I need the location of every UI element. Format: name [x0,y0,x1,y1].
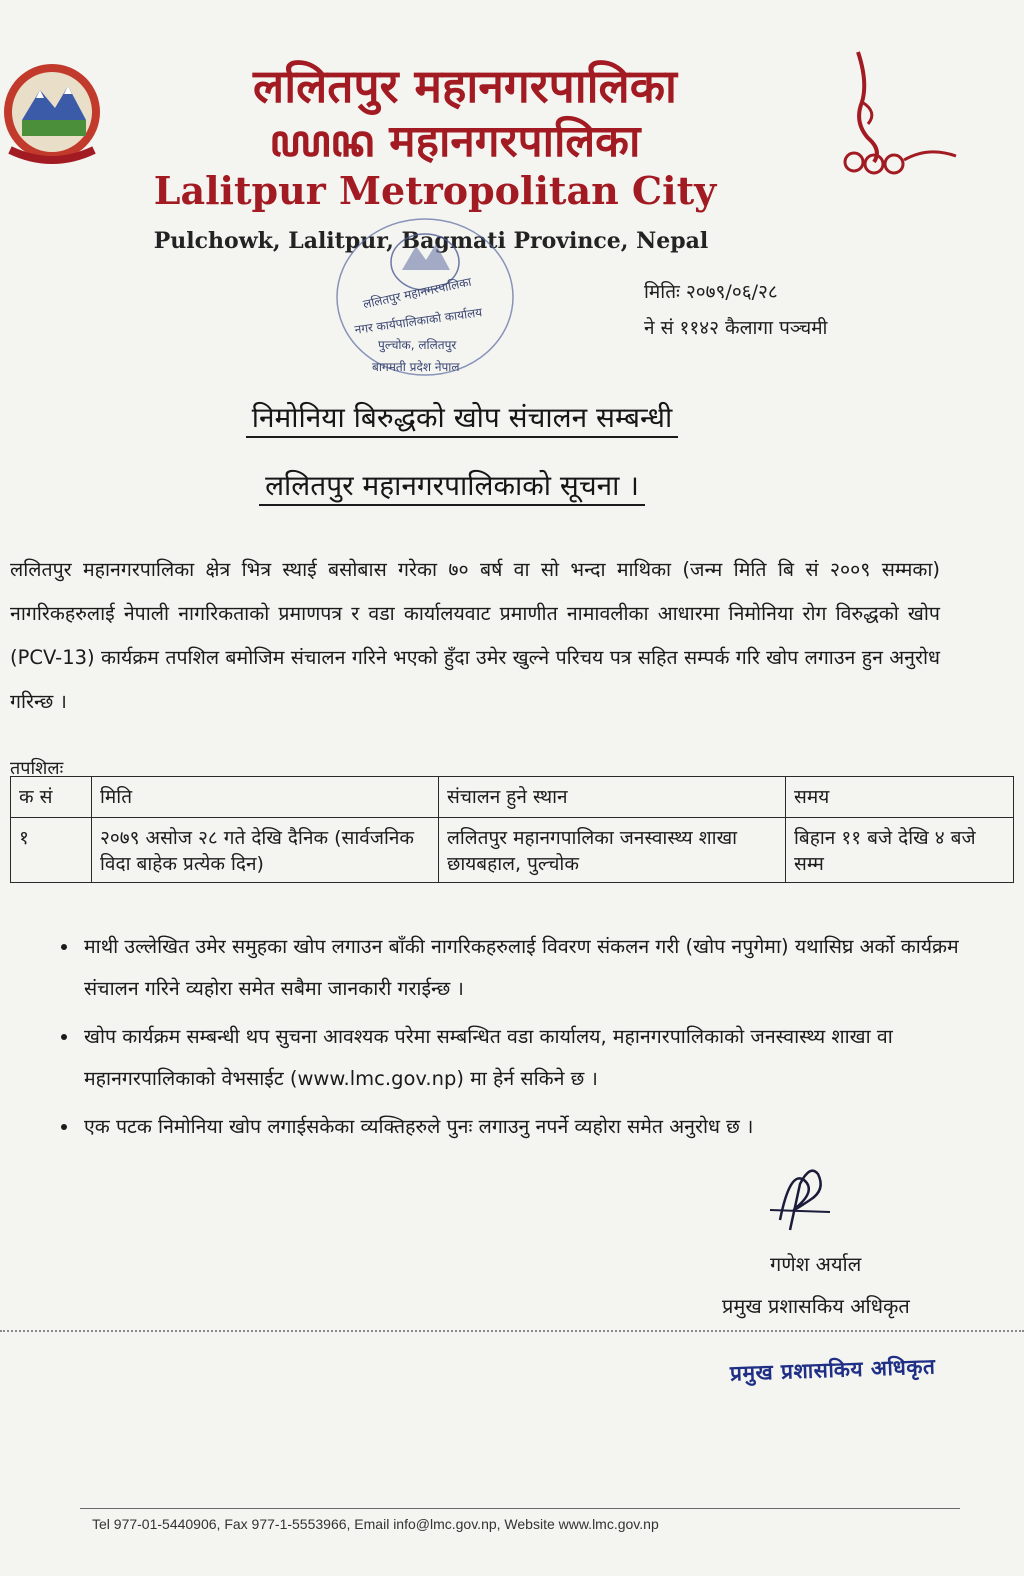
seal-text-3: पुल्चोक, ललितपुर [378,338,457,352]
signer-name: गणेश अर्याल [770,1252,862,1276]
list-item: • खोप कार्यक्रम सम्बन्धी थप सुचना आवश्यक परेमा सम्बन्धित वडा कार्यालय, महानगरपालिकाको जनस्वास्थ्य शाखा वा महानगरपालिकाको वेभसाईट (www.lmc.gov.np) मा हेर्न सकिने छ । [80,1016,1000,1100]
notice-body: ललितपुर महानगरपालिका क्षेत्र भित्र स्थाई बसोबास गरेका ७० बर्ष वा सो भन्दा माथिका (जन्म मिति बि सं २००९ सम्मका) नागरिकहरुलाई नेपाली नागरिकताको प्रमाणपत्र र वडा कार्यालयवाट प्रमाणीत नामावलीका आधारमा निमोनिया रोग विरुद्धको खोप (PCV-13) कार्यक्रम तपशिल बमोजिम संचालन गरिने भएको हुँदा उमेर खुल्ने परिचय पत्र सहित सम्पर्क गरि खोप लगाउन हुन अनुरोध गरिन्छ । [10,558,940,713]
cell-location: ललितपुर महानगपालिका जनस्वास्थ्य शाखा छायबहाल, पुल्चोक [439,818,786,883]
municipality-title-nepali: ललितपुर महानगरपालिका [253,59,677,113]
municipality-title-newari: ꦪꦤ महानगरपालिका [269,116,641,167]
tapashil-label: तपशिलः [10,758,64,779]
table-header-row [11,777,1014,818]
col-time-header: समय [786,777,1014,818]
signer-title: प्रमुख प्रशासकिय अधिकृत [722,1294,910,1318]
col-date-header: मिति [92,777,439,818]
subject-text-2: ललितपुर महानगरपालिकाको सूचना । [259,469,645,506]
list-item: • एक पटक निमोनिया खोप लगाईसकेका व्यक्तिहरुले पुनः लगाउनु नपर्ने व्यहोरा समेत अनुरोध छ । [80,1106,1000,1148]
schedule-table [10,776,1014,883]
footer-contact: Tel 977-01-5440906, Fax 977-1-5553966, Email info@lmc.gov.np, Website www.lmc.gov.np [92,1516,659,1532]
seal-text-2: नगर कार्यपालिकाको कार्यालय [353,305,483,337]
subject-line-1 [0,398,974,436]
cell-date: २०७९ असोज २८ गते देखि दैनिक (सार्वजनिक विदा बाहेक प्रत्येक दिन) [92,818,439,883]
footer-divider [80,1508,960,1509]
seal-text-1: ललितपुर महानगरपालिका [361,274,473,312]
cell-time: बिहान ११ बजे देखि ४ बजे सम्म [786,818,1014,883]
date-bs: मितिः २०७९/०६/२८ [644,281,778,303]
notice-bullets [40,926,1000,1154]
divider [0,1330,1024,1334]
date-block [644,274,827,346]
designation-stamp: प्रमुख प्रशासकिय अधिकृत [729,1354,936,1386]
seal-text-4: बागमती प्रदेश नेपाल [372,360,460,374]
office-seal [330,212,520,382]
col-location-header: संचालन हुने स्थान [439,777,786,818]
subject-line-2 [0,466,964,504]
col-serial-header: क सं [11,777,92,818]
table-row [11,818,1014,883]
list-item: • माथी उल्लेखित उमेर समुहका खोप लगाउन बाँकी नागरिकहरुलाई विवरण संकलन गरी (खोप नपुगेमा) यथासिघ्र अर्को कार्यक्रम संचालन गरिने व्यहोरा समेत सबैमा जानकारी गराईन्छ । [80,926,1000,1010]
subject-text-1: निमोनिया बिरुद्धको खोप संचालन सम्बन्धी [246,401,679,438]
municipality-address: Pulchowk, Lalitpur, Bagmati Province, Nepal [153,228,709,254]
date-nepal-sambat: ने सं ११४२ कैलागा पञ्चमी [644,317,828,339]
signature-icon [760,1160,850,1240]
municipality-title-english: Lalitpur Metropolitan City [153,168,717,213]
cell-serial: १ [11,818,92,883]
